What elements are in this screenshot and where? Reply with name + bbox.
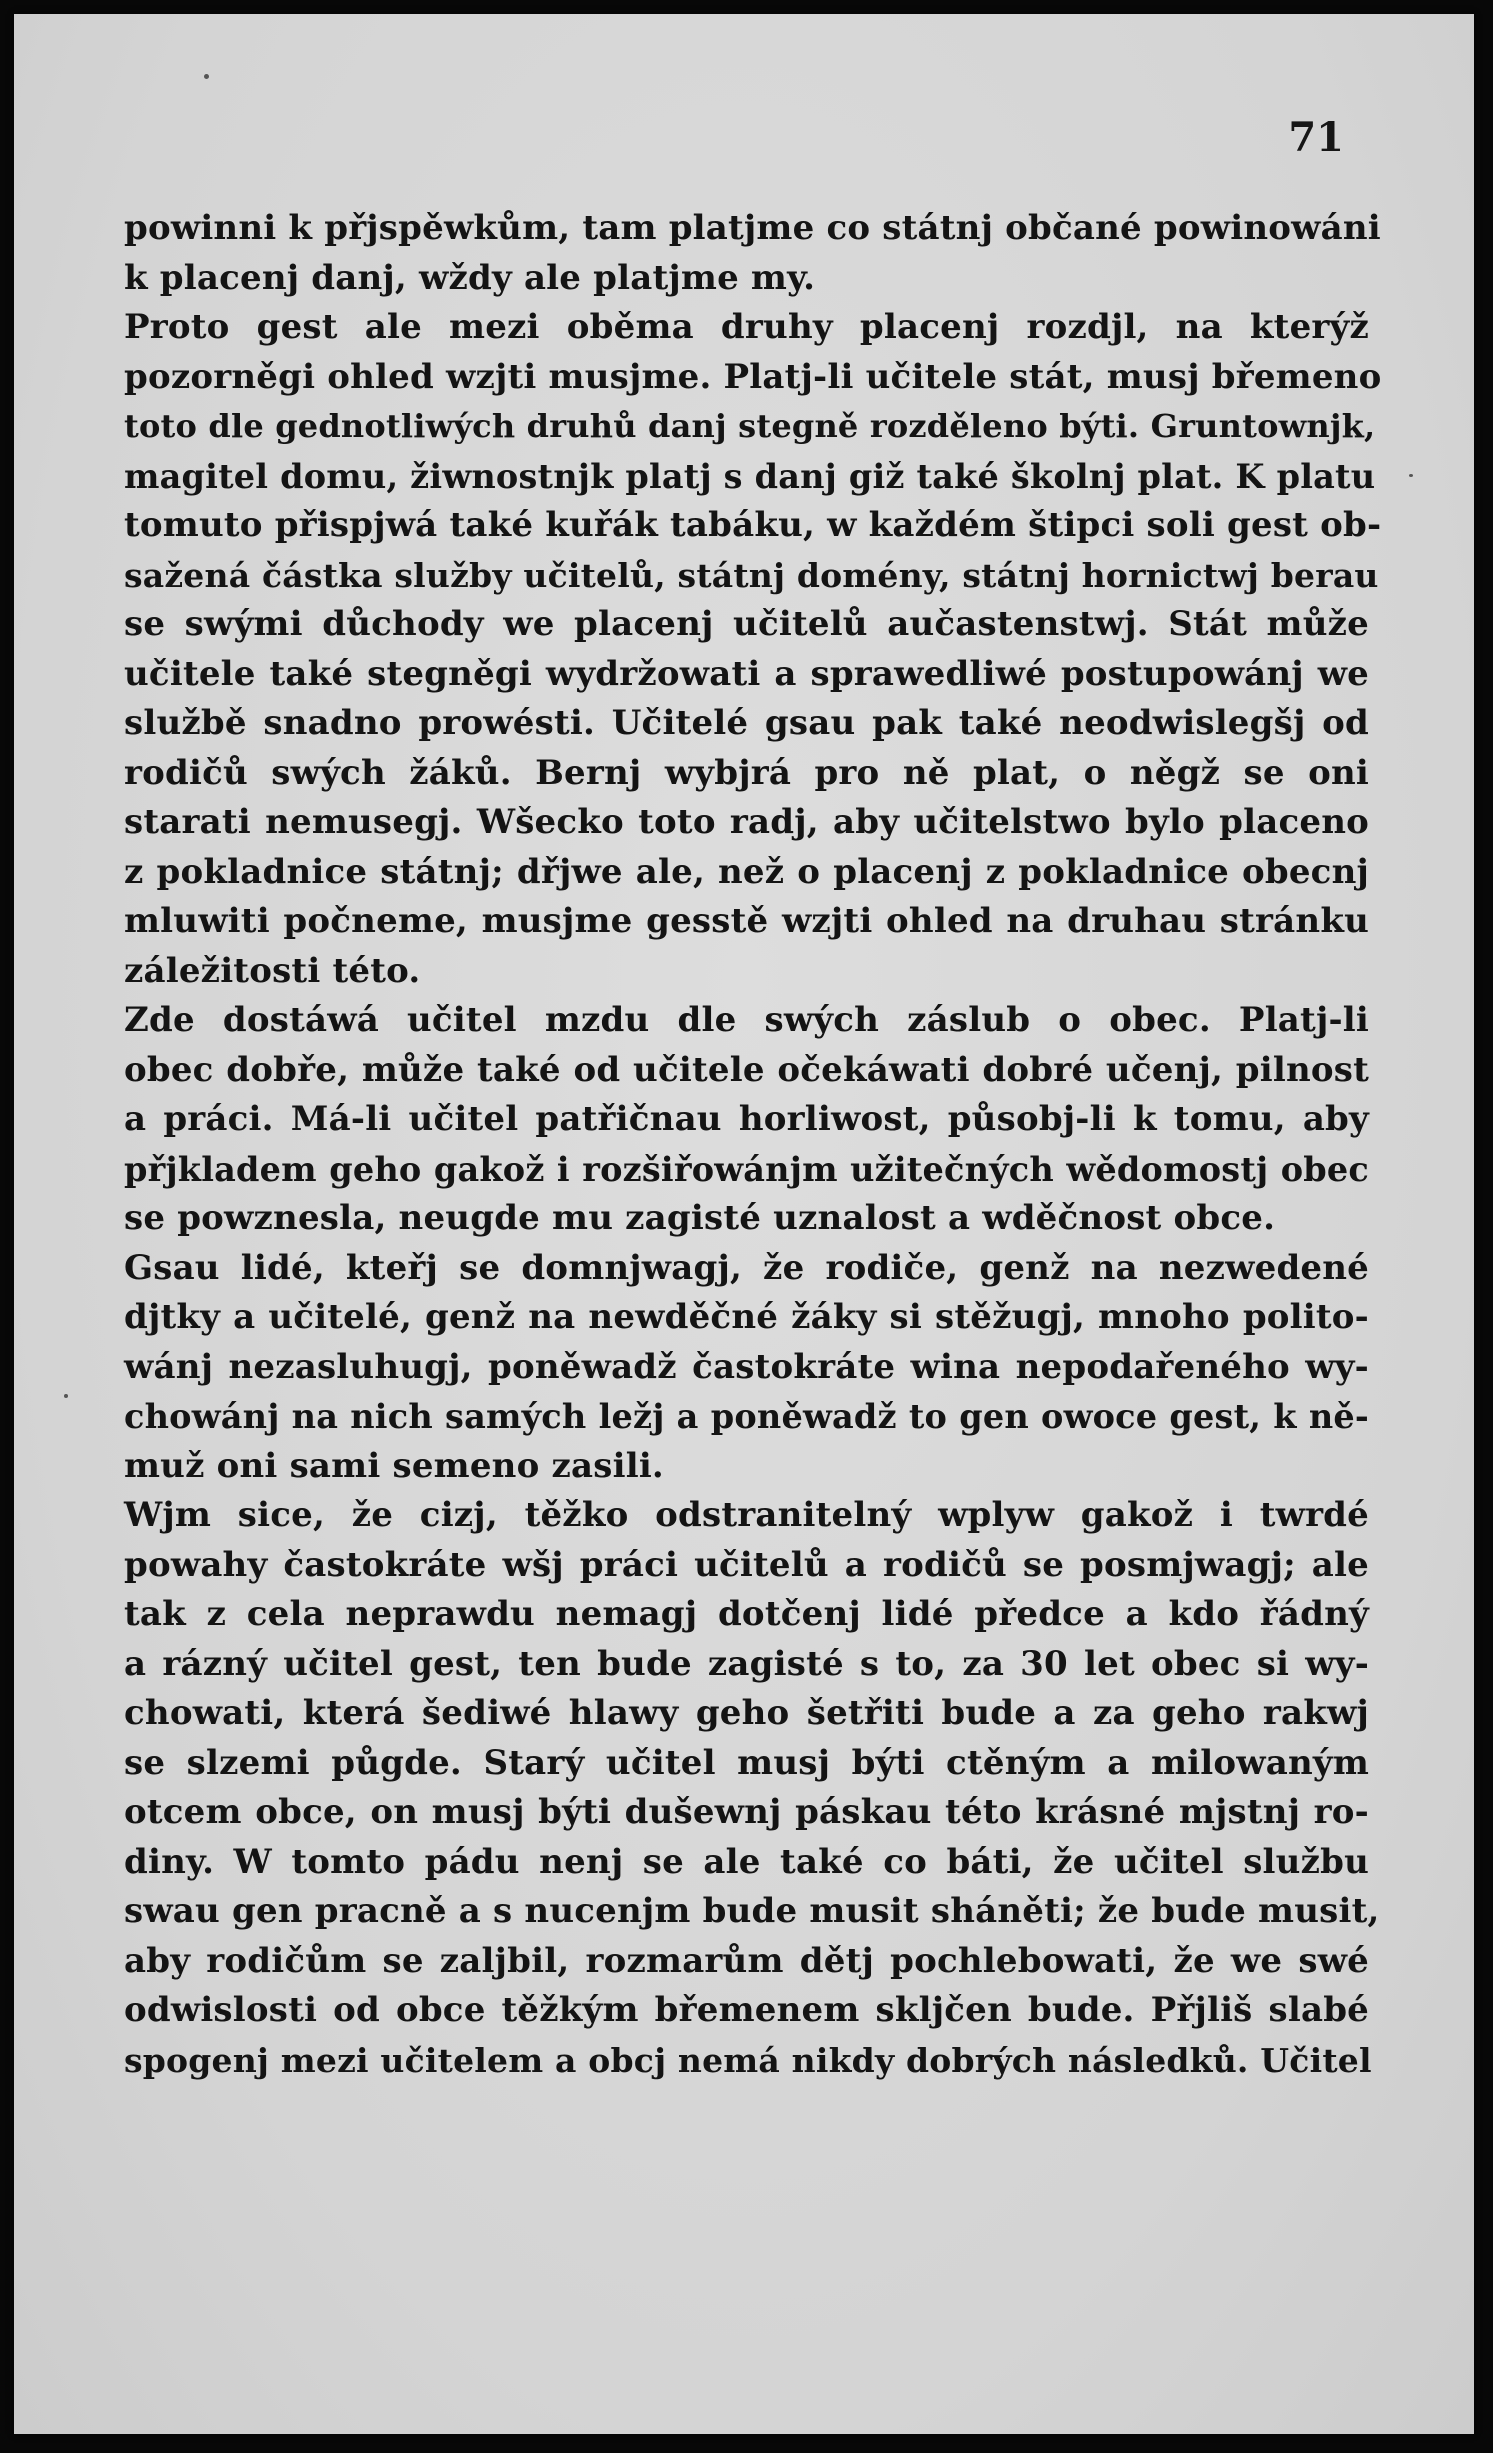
text-line: muž oni sami semeno zasili. — [124, 1445, 664, 1486]
text-line: se slzemi půgde. Starý učitel musj býti ctěným a milowaným — [124, 1742, 1369, 1783]
text-line: Zde dostáwá učitel mzdu dle swých záslub o obec. Platj-li — [124, 1000, 1369, 1040]
paper-speck — [204, 74, 209, 79]
text-line: Proto gest ale mezi oběma druhy placenj rozdjl, na kterýž — [124, 307, 1369, 347]
text-line: službě snadno prowésti. Učitelé gsau pak také neodwislegšj od — [124, 703, 1369, 743]
text-line: starati nemusegj. Wšecko toto radj, aby učitelstwo bylo placeno — [124, 802, 1369, 842]
text-line: swau gen pracně a s nucenjm bude musit sháněti; že bude musit, — [124, 1891, 1380, 1931]
text-line: učitele také stegněgi wydržowati a sprawedliwé postupowánj we — [124, 653, 1369, 694]
text-line: Wjm sice, že cizj, těžko odstranitelný wplyw gakož i twrdé — [124, 1495, 1369, 1535]
paper-speck — [64, 1394, 68, 1398]
text-line: toto dle gednotliwých druhů danj stegně rozděleno býti. Gruntownjk, — [124, 407, 1376, 445]
text-line: mluwiti počneme, musjme gesstě wzjti ohled na druhau stránku — [124, 901, 1369, 941]
text-line: se swými důchody we placenj učitelů aučastenstwj. Stát může — [124, 604, 1369, 644]
text-line: powinni k přjspěwkům, tam platjme co státnj občané powinowáni — [124, 208, 1381, 248]
text-line: rodičů swých žáků. Bernj wybjrá pro ně plat, o něgž se oni — [124, 752, 1369, 793]
text-line: a práci. Má-li učitel patřičnau horliwost, působj-li k tomu, aby — [124, 1099, 1369, 1139]
text-line: a rázný učitel gest, ten bude zagisté s to, za 30 let obec si wy- — [124, 1643, 1369, 1684]
text-line: powahy častokráte wšj práci učitelů a rodičů se posmjwagj; ale — [124, 1544, 1369, 1585]
text-line: tomuto přispjwá také kuřák tabáku, w každém štipci soli gest ob- — [124, 505, 1382, 545]
text-line: sažená částka služby učitelů, státnj domény, státnj hornictwj berau — [124, 555, 1379, 595]
text-line: tak z cela neprawdu nemagj dotčenj lidé předce a kdo řádný — [124, 1594, 1369, 1634]
text-line: pozorněgi ohled wzjti musjme. Platj-li učitele stát, musj břemeno — [124, 356, 1382, 397]
text-line: magitel domu, žiwnostnjk platj s danj giž také školnj plat. K platu — [124, 456, 1376, 496]
text-line: otcem obce, on musj býti dušewnj páskau této krásné mjstnj ro- — [124, 1792, 1369, 1832]
text-line: se powznesla, neugde mu zagisté uznalost a wděčnost obce. — [124, 1198, 1276, 1238]
paper-speck — [1409, 474, 1413, 477]
text-line: chowati, která šediwé hlawy geho šetřiti bude a za geho rakwj — [124, 1693, 1369, 1733]
book-page — [14, 14, 1474, 2434]
page-number: 71 — [1288, 114, 1344, 161]
text-line: djtky a učitelé, genž na newděčné žáky si stěžugj, mnoho polito- — [124, 1297, 1369, 1337]
text-line: spogenj mezi učitelem a obcj nemá nikdy dobrých následků. Učitel — [124, 2040, 1372, 2080]
body-text — [124, 204, 1382, 2085]
text-line: obec dobře, může také od učitele očekáwati dobré učenj, pilnost — [124, 1049, 1369, 1090]
text-line: přjkladem geho gakož i rozšiřowánjm užitečných wědomostj obec — [124, 1149, 1369, 1189]
text-line: diny. W tomto pádu nenj se ale také co báti, že učitel službu — [124, 1841, 1369, 1882]
text-line: chowánj na nich samých ležj a poněwadž to gen owoce gest, k ně- — [124, 1397, 1369, 1436]
text-line: odwislosti od obce těžkým břemenem skljčen bude. Přjliš slabé — [124, 1990, 1369, 2030]
text-line: wánj nezasluhugj, poněwadž častokráte wina nepodařeného wy- — [124, 1346, 1369, 1387]
text-line: Gsau lidé, kteřj se domnjwagj, že rodiče, genž na nezwedené — [124, 1247, 1369, 1288]
text-line: aby rodičům se zaljbil, rozmarům dětj pochlebowati, že we swé — [124, 1940, 1369, 1981]
text-line: z pokladnice státnj; dřjwe ale, než o placenj z pokladnice obecnj — [124, 851, 1369, 892]
text-line: k placenj danj, wždy ale platjme my. — [124, 257, 816, 298]
text-line: záležitosti této. — [124, 950, 421, 991]
